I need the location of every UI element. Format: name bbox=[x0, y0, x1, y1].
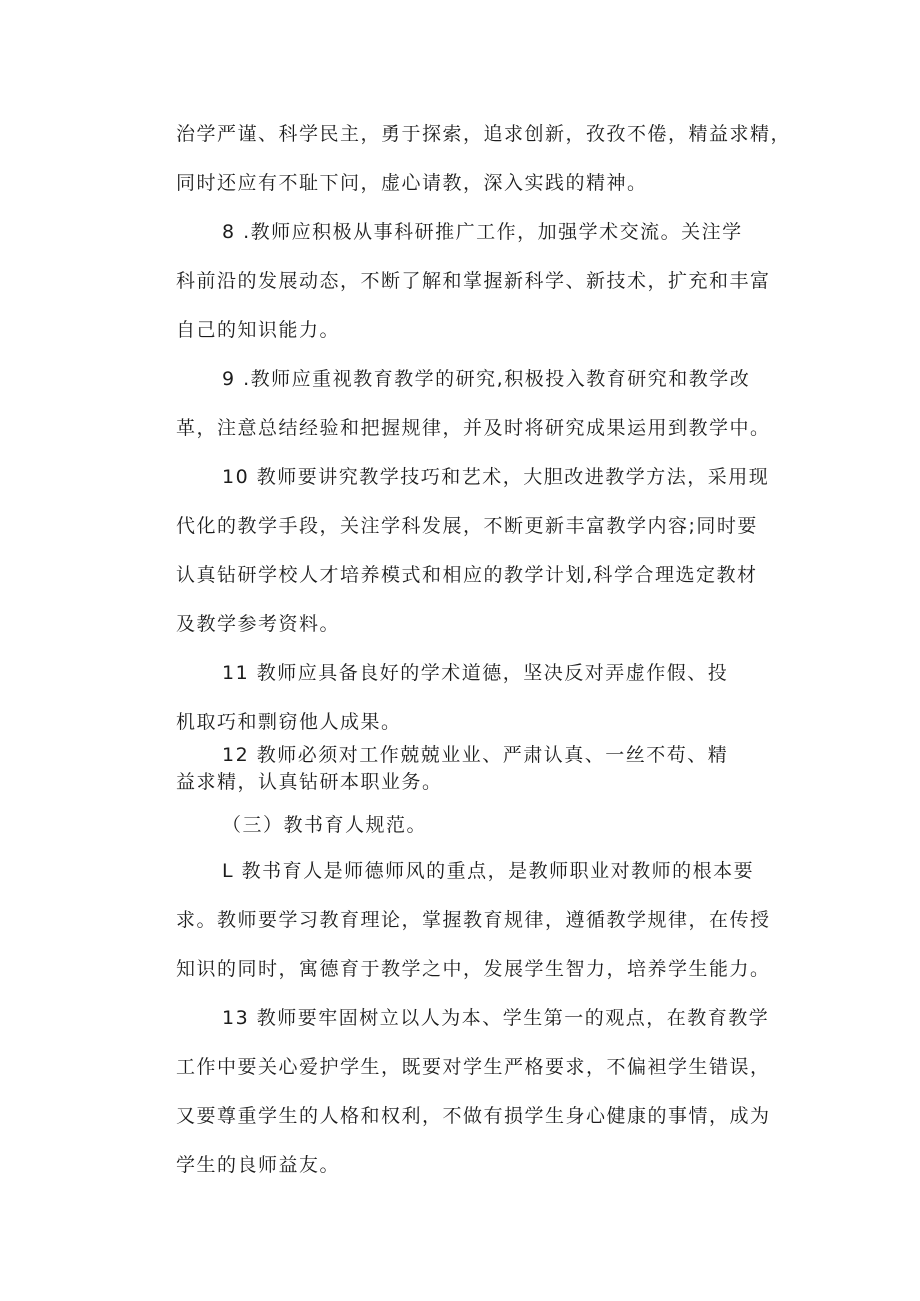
text-line: 8 .教师应积极从事科研推广工作，加强学术交流。关注学 bbox=[222, 221, 743, 243]
section-heading: （三）教书育人规范。 bbox=[222, 814, 428, 836]
text-line: 科前沿的发展动态，不断了解和掌握新科学、新技术，扩充和丰富 bbox=[176, 270, 771, 292]
text-line: 9 .教师应重视教育教学的研究,积极投入教育研究和教学改 bbox=[222, 368, 751, 390]
text-line: 代化的教学手段，关注学科发展，不断更新丰富教学内容;同时要 bbox=[176, 515, 758, 537]
text-line: 及教学参考资料。 bbox=[176, 613, 341, 635]
text-line: 工作中要关心爱护学生，既要对学生严格要求，不偏袒学生错误， bbox=[176, 1056, 771, 1078]
text-line: 13 教师要牢固树立以人为本、学生第一的观点，在教育教学 bbox=[222, 1007, 770, 1029]
text-line: 又要尊重学生的人格和权利，不做有损学生身心健康的事情，成为 bbox=[176, 1105, 771, 1127]
text-line: 同时还应有不耻下问，虚心请教，深入实践的精神。 bbox=[176, 172, 648, 194]
text-line: 治学严谨、科学民主，勇于探索，追求创新，孜孜不倦，精益求精， bbox=[176, 123, 792, 145]
text-line: 学生的良师益友。 bbox=[176, 1154, 341, 1176]
text-line: 机取巧和剽窃他人成果。 bbox=[176, 711, 402, 733]
text-line: 革，注意总结经验和把握规律，并及时将研究成果运用到教学中。 bbox=[176, 417, 771, 439]
text-line: 10 教师要讲究教学技巧和艺术，大胆改进教学方法，采用现 bbox=[222, 466, 770, 488]
text-line: 求。教师要学习教育理论，掌握教育规律，遵循教学规律，在传授 bbox=[176, 909, 771, 931]
text-line: 11 教师应具备良好的学术道德，坚决反对弄虚作假、投 bbox=[222, 662, 729, 684]
text-line: 知识的同时，寓德育于教学之中，发展学生智力，培养学生能力。 bbox=[176, 958, 771, 980]
text-line: L 教书育人是师德师风的重点，是教师职业对教师的根本要 bbox=[222, 860, 755, 882]
text-line: 益求精，认真钻研本职业务。 bbox=[176, 771, 443, 793]
text-line: 认真钻研学校人才培养模式和相应的教学计划,科学合理选定教材 bbox=[176, 564, 758, 586]
text-line: 自己的知识能力。 bbox=[176, 319, 341, 341]
text-line: 12 教师必须对工作兢兢业业、严肃认真、一丝不苟、精 bbox=[222, 744, 729, 766]
